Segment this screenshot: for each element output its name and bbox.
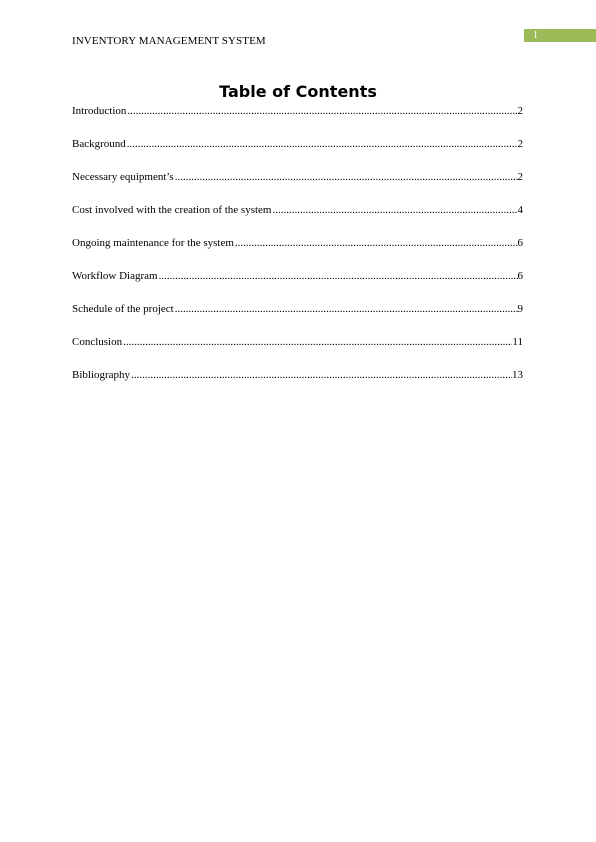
page-number-badge bbox=[524, 29, 596, 42]
toc-entry-ongoing-maintenance[interactable] bbox=[72, 233, 523, 266]
dot-leader bbox=[159, 266, 518, 286]
toc-entry-cost-involved[interactable] bbox=[72, 200, 523, 233]
toc-entry-introduction[interactable] bbox=[72, 101, 523, 134]
toc-entry-label: Workflow Diagram bbox=[72, 270, 158, 282]
dot-leader bbox=[175, 167, 518, 187]
toc-heading: Table of Contents bbox=[219, 82, 377, 101]
toc-entry-label: Ongoing maintenance for the system bbox=[72, 237, 234, 249]
toc-entry-page: 6 bbox=[517, 237, 523, 249]
dot-leader bbox=[127, 101, 517, 121]
toc-entry-label: Necessary equipment’s bbox=[72, 171, 174, 183]
toc-entry-label: Conclusion bbox=[72, 336, 123, 348]
toc-entry-page: 2 bbox=[517, 138, 523, 150]
toc-entry-bibliography[interactable] bbox=[72, 365, 523, 398]
toc-entry-schedule[interactable] bbox=[72, 299, 523, 332]
dot-leader bbox=[235, 233, 518, 253]
page-number: 1 bbox=[533, 30, 538, 41]
running-header-title: INVENTORY MANAGEMENT SYSTEM bbox=[72, 35, 266, 47]
dot-leader bbox=[123, 332, 512, 352]
toc-entry-workflow-diagram[interactable] bbox=[72, 266, 523, 299]
dot-leader bbox=[127, 134, 518, 154]
toc-entry-page: 2 bbox=[517, 105, 523, 117]
dot-leader bbox=[175, 299, 518, 319]
toc-entry-page: 4 bbox=[517, 204, 523, 216]
toc-entry-page: 9 bbox=[517, 303, 523, 315]
toc-entry-label: Bibliography bbox=[72, 369, 131, 381]
toc-entry-page: 2 bbox=[517, 171, 523, 183]
toc-entry-necessary-equipment[interactable] bbox=[72, 167, 523, 200]
dot-leader bbox=[273, 200, 518, 220]
toc-entry-background[interactable] bbox=[72, 134, 523, 167]
toc-entry-conclusion[interactable] bbox=[72, 332, 523, 365]
dot-leader bbox=[131, 365, 512, 385]
toc-entry-label: Schedule of the project bbox=[72, 303, 174, 315]
toc-entry-label: Background bbox=[72, 138, 126, 150]
toc-entry-label: Cost involved with the creation of the system bbox=[72, 204, 272, 216]
toc-entry-page: 11 bbox=[512, 336, 523, 348]
toc-entry-page: 13 bbox=[512, 369, 523, 381]
toc-entry-label: Introduction bbox=[72, 105, 127, 117]
toc-entry-page: 6 bbox=[517, 270, 523, 282]
toc-list bbox=[72, 101, 523, 398]
